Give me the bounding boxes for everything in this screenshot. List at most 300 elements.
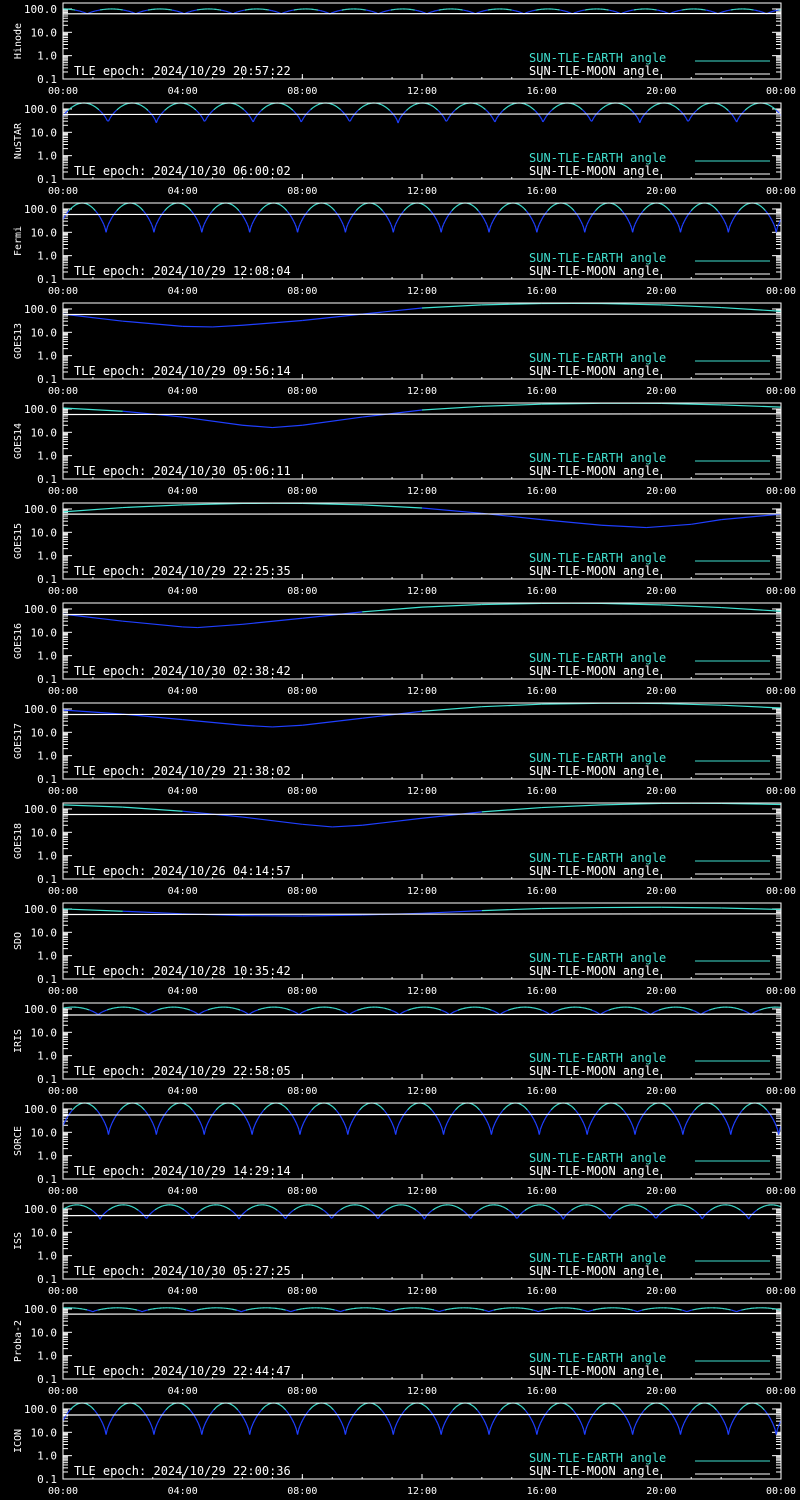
earth-angle-segment (237, 208, 238, 209)
legend-earth-label: SUN-TLE-EARTH angle (529, 51, 667, 65)
tle-epoch-label: TLE epoch: 2024/10/30 05:06:11 (74, 464, 291, 478)
earth-angle-segment (283, 1105, 284, 1106)
earth-angle-segment (210, 112, 211, 113)
earth-angle-segment (701, 106, 702, 107)
legend-earth-label: SUN-TLE-EARTH angle (529, 451, 667, 465)
earth-angle-segment (88, 1208, 89, 1209)
earth-angle-segment (320, 1208, 321, 1209)
earth-angle-segment (725, 108, 726, 109)
earth-angle-segment (67, 111, 68, 112)
earth-angle-segment (310, 110, 311, 111)
earth-angle-segment (381, 105, 382, 106)
earth-angle-segment (202, 1209, 203, 1210)
earth-angle-segment (639, 1121, 640, 1123)
y-tick-label: 1.0 (37, 1149, 57, 1163)
earth-angle-segment (491, 222, 492, 225)
x-tick-label: 00:00 (765, 486, 797, 497)
tle-epoch-label: TLE epoch: 2024/10/30 02:38:42 (74, 664, 291, 678)
earth-angle-segment (611, 1215, 612, 1217)
earth-angle-segment (341, 1116, 342, 1118)
earth-angle-segment (730, 224, 731, 227)
earth-angle-segment (598, 207, 599, 208)
earth-angle-segment (300, 1129, 301, 1134)
earth-angle-segment (125, 1105, 126, 1106)
earth-angle-segment (404, 112, 405, 113)
earth-angle-segment (174, 1104, 175, 1105)
earth-angle-segment (629, 108, 630, 109)
earth-angle-segment (459, 1105, 460, 1106)
y-tick-label: 0.1 (37, 273, 57, 286)
earth-angle-segment (404, 1011, 405, 1012)
earth-angle-segment (634, 224, 635, 227)
earth-angle-segment (235, 104, 236, 105)
earth-angle-segment (123, 807, 183, 811)
moon-angle-line (63, 814, 781, 815)
x-tick-label: 16:00 (526, 1186, 557, 1197)
earth-angle-segment (302, 718, 362, 725)
earth-angle-segment (190, 209, 191, 210)
earth-angle-segment (570, 1105, 571, 1106)
earth-angle-segment (73, 106, 74, 107)
earth-angle-segment (105, 117, 106, 119)
earth-angle-segment (304, 1011, 305, 1012)
earth-angle-segment (765, 211, 766, 212)
angle-chart (0, 900, 800, 1000)
earth-angle-segment (386, 1209, 387, 1210)
earth-angle-segment (552, 1208, 553, 1209)
earth-angle-segment (342, 222, 343, 225)
earth-angle-segment (436, 109, 437, 110)
earth-angle-segment (703, 105, 704, 106)
earth-angle-segment (314, 205, 315, 206)
earth-angle-segment (584, 1123, 585, 1126)
legend-moon-label: SUN-TLE-MOON angle (529, 864, 660, 878)
earth-angle-segment (141, 1106, 142, 1107)
earth-angle-segment (313, 107, 314, 108)
x-tick-label: 08:00 (287, 1286, 318, 1297)
earth-angle-segment (296, 1208, 297, 1209)
x-tick-label: 00:00 (47, 686, 79, 697)
x-tick-label: 00:00 (47, 786, 79, 797)
earth-angle-segment (716, 1107, 717, 1108)
earth-angle-segment (111, 1123, 112, 1126)
earth-angle-segment (422, 204, 423, 205)
earth-angle-segment (383, 211, 384, 212)
legend-earth-label: SUN-TLE-EARTH angle (529, 1151, 667, 1165)
earth-angle-segment (719, 1110, 720, 1111)
earth-angle-segment (625, 106, 626, 107)
earth-angle-segment (631, 110, 632, 111)
earth-angle-segment (308, 209, 309, 210)
earth-angle-segment (776, 227, 777, 232)
y-tick-label: 1.0 (37, 949, 57, 963)
y-tick-label: 0.1 (37, 673, 57, 686)
moon-angle-line (63, 414, 781, 415)
earth-angle-segment (246, 1013, 247, 1014)
earth-angle-segment (744, 110, 745, 111)
y-tick-label: 1.0 (37, 1249, 57, 1263)
earth-angle-segment (76, 1105, 77, 1106)
earth-angle-segment (576, 105, 577, 106)
earth-angle-segment (284, 1106, 285, 1107)
x-tick-label: 12:00 (406, 786, 438, 797)
earth-angle-segment (625, 215, 626, 217)
earth-angle-segment (118, 1111, 119, 1113)
earth-angle-segment (726, 224, 727, 227)
y-tick-label: 10.0 (30, 226, 57, 240)
earth-angle-segment (579, 217, 580, 219)
satellite-name: GOES17 (13, 722, 24, 760)
earth-angle-segment (106, 118, 107, 120)
earth-angle-segment (773, 107, 774, 108)
earth-angle-segment (367, 1208, 368, 1209)
earth-angle-segment (653, 1012, 654, 1013)
earth-angle-segment (329, 1104, 330, 1105)
earth-angle-segment (661, 403, 721, 404)
earth-angle-segment (391, 112, 392, 113)
earth-angle-segment (107, 1210, 108, 1211)
earth-angle-segment (678, 1121, 679, 1123)
earth-angle-segment (725, 1118, 726, 1120)
earth-angle-segment (461, 1210, 462, 1211)
earth-angle-segment (310, 208, 311, 209)
earth-angle-segment (732, 1126, 733, 1129)
earth-angle-segment (250, 1013, 251, 1014)
y-tick-label: 1.0 (37, 249, 57, 263)
earth-angle-segment (221, 1105, 222, 1106)
earth-angle-segment (331, 207, 332, 208)
earth-angle-segment (596, 1012, 597, 1013)
earth-angle-segment (241, 108, 242, 109)
earth-angle-segment (263, 108, 264, 109)
earth-angle-segment (529, 1111, 530, 1113)
earth-angle-segment (178, 1207, 179, 1208)
earth-angle-segment (205, 118, 206, 120)
earth-angle-segment (118, 208, 119, 209)
earth-angle-segment (99, 215, 100, 217)
earth-angle-segment (529, 1207, 530, 1208)
earth-angle-segment (594, 1011, 595, 1012)
earth-angle-segment (170, 205, 171, 206)
earth-angle-segment (113, 1118, 114, 1120)
earth-angle-segment (343, 1208, 344, 1209)
earth-angle-segment (152, 1012, 153, 1013)
earth-angle-segment (678, 224, 679, 227)
earth-angle-segment (379, 1216, 380, 1218)
earth-angle-segment (740, 1111, 741, 1113)
earth-angle-segment (471, 205, 472, 206)
earth-angle-segment (680, 111, 681, 112)
earth-angle-segment (154, 1011, 155, 1012)
earth-angle-segment (92, 207, 93, 208)
earth-angle-segment (393, 227, 394, 232)
earth-angle-segment (149, 112, 150, 113)
angle-chart (0, 300, 800, 400)
earth-angle-segment (500, 209, 501, 210)
earth-angle-segment (396, 118, 397, 120)
earth-angle-segment (75, 1106, 76, 1107)
x-tick-label: 00:00 (765, 1086, 797, 1097)
earth-angle-segment (422, 406, 482, 410)
earth-angle-segment (192, 1218, 193, 1219)
earth-angle-segment (694, 1011, 695, 1012)
earth-angle-segment (349, 219, 350, 221)
earth-angle-segment (724, 1116, 725, 1118)
y-tick-label: 0.1 (37, 473, 57, 486)
earth-angle-segment (593, 117, 594, 119)
earth-angle-segment (186, 206, 187, 207)
earth-angle-segment (160, 1207, 161, 1208)
earth-angle-segment (187, 1213, 188, 1214)
earth-angle-segment (648, 109, 649, 110)
earth-angle-segment (135, 1208, 136, 1209)
x-tick-label: 20:00 (646, 486, 677, 497)
earth-angle-segment (193, 108, 194, 109)
earth-angle-segment (288, 106, 289, 107)
earth-angle-segment (116, 110, 117, 111)
earth-angle-segment (722, 217, 723, 219)
x-tick-label: 08:00 (287, 186, 318, 197)
earth-angle-segment (312, 108, 313, 109)
earth-angle-segment (292, 217, 293, 219)
earth-angle-segment (706, 1011, 707, 1012)
earth-angle-segment (688, 1118, 689, 1120)
earth-angle-segment (534, 110, 535, 111)
earth-angle-segment (642, 211, 643, 212)
earth-angle-segment (458, 1207, 459, 1208)
earth-angle-segment (524, 1106, 525, 1107)
earth-angle-segment (350, 217, 351, 219)
x-tick-label: 12:00 (406, 986, 438, 997)
x-tick-label: 12:00 (406, 686, 438, 697)
earth-angle-segment (409, 107, 410, 108)
earth-angle-segment (205, 1126, 206, 1129)
tle-epoch-label: TLE epoch: 2024/10/28 10:35:42 (74, 964, 291, 978)
angle-chart (0, 1000, 800, 1100)
earth-angle-segment (244, 1012, 245, 1013)
earth-angle-segment (243, 725, 273, 727)
earth-angle-segment (550, 111, 551, 112)
earth-angle-segment (76, 204, 77, 205)
earth-angle-segment (201, 115, 202, 117)
earth-angle-segment (338, 108, 339, 109)
satellite-panel (0, 1000, 800, 1100)
legend-earth-label: SUN-TLE-EARTH angle (529, 351, 667, 365)
earth-angle-segment (454, 110, 455, 111)
earth-angle-segment (254, 1123, 255, 1126)
earth-angle-segment (186, 1212, 187, 1213)
earth-angle-segment (532, 1116, 533, 1118)
earth-angle-segment (435, 217, 436, 219)
earth-angle-segment (304, 1121, 305, 1123)
legend-moon-label: SUN-TLE-MOON angle (529, 464, 660, 478)
earth-angle-segment (599, 206, 600, 207)
earth-angle-segment (544, 118, 545, 120)
earth-angle-segment (353, 1012, 354, 1013)
earth-angle-segment (111, 217, 112, 219)
earth-angle-segment (695, 206, 696, 207)
earth-angle-segment (628, 219, 629, 221)
earth-angle-segment (716, 209, 717, 210)
earth-angle-segment (604, 1012, 605, 1013)
earth-angle-segment (362, 607, 422, 612)
earth-angle-segment (162, 212, 163, 214)
earth-angle-segment (63, 508, 123, 512)
earth-angle-segment (272, 725, 302, 727)
earth-angle-segment (700, 107, 701, 108)
earth-angle-segment (237, 1106, 238, 1107)
earth-angle-segment (461, 1104, 462, 1105)
earth-angle-segment (671, 1110, 672, 1111)
earth-angle-segment (243, 109, 244, 110)
y-tick-label: 1.0 (37, 149, 57, 163)
y-tick-label: 100.0 (23, 102, 57, 116)
y-tick-label: 1.0 (37, 849, 57, 863)
earth-angle-segment (202, 1126, 203, 1129)
satellite-panel (0, 1100, 800, 1200)
earth-angle-segment (721, 705, 781, 708)
earth-angle-segment (349, 1126, 350, 1129)
earth-angle-segment (156, 1208, 157, 1209)
earth-angle-segment (63, 909, 123, 911)
earth-angle-segment (248, 1209, 249, 1210)
earth-angle-segment (245, 219, 246, 221)
earth-angle-segment (731, 1129, 732, 1134)
earth-angle-segment (555, 1011, 556, 1012)
earth-angle-segment (189, 208, 190, 209)
earth-angle-segment (120, 1109, 121, 1110)
earth-angle-segment (411, 1207, 412, 1208)
x-tick-label: 00:00 (47, 986, 79, 997)
earth-angle-segment (196, 217, 197, 219)
earth-angle-segment (593, 1011, 594, 1012)
earth-angle-segment (410, 205, 411, 206)
earth-angle-segment (366, 1208, 367, 1209)
earth-angle-segment (624, 105, 625, 106)
earth-angle-segment (144, 1012, 145, 1013)
earth-angle-segment (191, 1109, 192, 1110)
earth-angle-segment (485, 110, 486, 111)
earth-angle-segment (330, 206, 331, 207)
earth-angle-segment (283, 1216, 284, 1218)
earth-angle-segment (622, 211, 623, 212)
earth-angle-segment (429, 1107, 430, 1108)
earth-angle-segment (439, 1121, 440, 1123)
earth-angle-segment (158, 118, 159, 120)
earth-angle-segment (613, 1213, 614, 1214)
earth-angle-segment (142, 209, 143, 210)
earth-angle-segment (256, 115, 257, 117)
earth-angle-segment (85, 13, 86, 14)
earth-angle-segment (661, 907, 721, 908)
earth-angle-segment (530, 106, 531, 107)
earth-angle-segment (124, 204, 125, 205)
moon-angle-line (63, 614, 781, 615)
earth-angle-segment (469, 1216, 470, 1218)
earth-angle-segment (664, 1104, 665, 1105)
earth-angle-segment (507, 204, 508, 205)
earth-angle-segment (496, 1012, 497, 1013)
tle-epoch-label: TLE epoch: 2024/10/29 21:38:02 (74, 764, 291, 778)
earth-angle-segment (354, 1011, 355, 1012)
earth-angle-segment (397, 1126, 398, 1129)
earth-angle-segment (284, 105, 285, 106)
earth-angle-segment (727, 109, 728, 110)
y-tick-label: 0.1 (37, 1273, 57, 1286)
earth-angle-segment (484, 108, 485, 109)
earth-angle-segment (392, 1011, 393, 1012)
earth-angle-segment (569, 1105, 570, 1106)
earth-angle-segment (556, 1011, 557, 1012)
earth-angle-segment (383, 1212, 384, 1213)
earth-angle-segment (698, 1105, 699, 1106)
legend-moon-label: SUN-TLE-MOON angle (529, 164, 660, 178)
earth-angle-segment (653, 106, 654, 107)
earth-angle-segment (220, 1105, 221, 1106)
earth-angle-segment (478, 1210, 479, 1211)
earth-angle-segment (529, 106, 530, 107)
earth-angle-segment (259, 111, 260, 112)
earth-angle-segment (332, 825, 362, 827)
earth-angle-segment (231, 1210, 232, 1211)
earth-angle-segment (531, 217, 532, 219)
earth-angle-segment (195, 109, 196, 110)
earth-angle-segment (380, 208, 381, 209)
earth-angle-segment (682, 224, 683, 227)
earth-angle-segment (304, 215, 305, 217)
earth-angle-segment (721, 405, 781, 407)
earth-angle-segment (108, 119, 109, 121)
earth-angle-segment (123, 205, 124, 206)
earth-angle-segment (540, 1126, 541, 1129)
earth-angle-segment (361, 1107, 362, 1108)
earth-angle-segment (744, 205, 745, 206)
earth-angle-segment (333, 209, 334, 210)
earth-angle-segment (554, 1012, 555, 1013)
earth-angle-segment (264, 206, 265, 207)
earth-angle-segment (397, 219, 398, 221)
earth-angle-segment (505, 205, 506, 206)
earth-angle-segment (454, 1110, 455, 1111)
earth-angle-segment (502, 1207, 503, 1208)
earth-angle-segment (458, 1106, 459, 1107)
earth-angle-segment (689, 1116, 690, 1118)
earth-angle-segment (746, 204, 747, 205)
earth-angle-segment (216, 107, 217, 108)
earth-angle-segment (769, 215, 770, 217)
earth-angle-segment (456, 206, 457, 207)
y-tick-label: 10.0 (30, 726, 57, 740)
earth-angle-segment (369, 1210, 370, 1211)
earth-angle-segment (554, 1106, 555, 1107)
earth-angle-segment (393, 1011, 394, 1012)
earth-angle-segment (106, 227, 107, 232)
earth-angle-segment (353, 115, 354, 117)
earth-angle-segment (341, 219, 342, 221)
earth-angle-segment (743, 111, 744, 112)
earth-angle-segment (438, 110, 439, 111)
earth-angle-segment (360, 1109, 361, 1110)
earth-angle-segment (181, 13, 182, 14)
earth-angle-segment (265, 106, 266, 107)
earth-angle-segment (329, 205, 330, 206)
earth-angle-segment (351, 215, 352, 217)
earth-angle-segment (507, 1209, 508, 1210)
earth-angle-segment (481, 1208, 482, 1209)
earth-angle-segment (738, 1115, 739, 1117)
earth-angle-segment (444, 222, 445, 225)
earth-angle-segment (590, 217, 591, 219)
